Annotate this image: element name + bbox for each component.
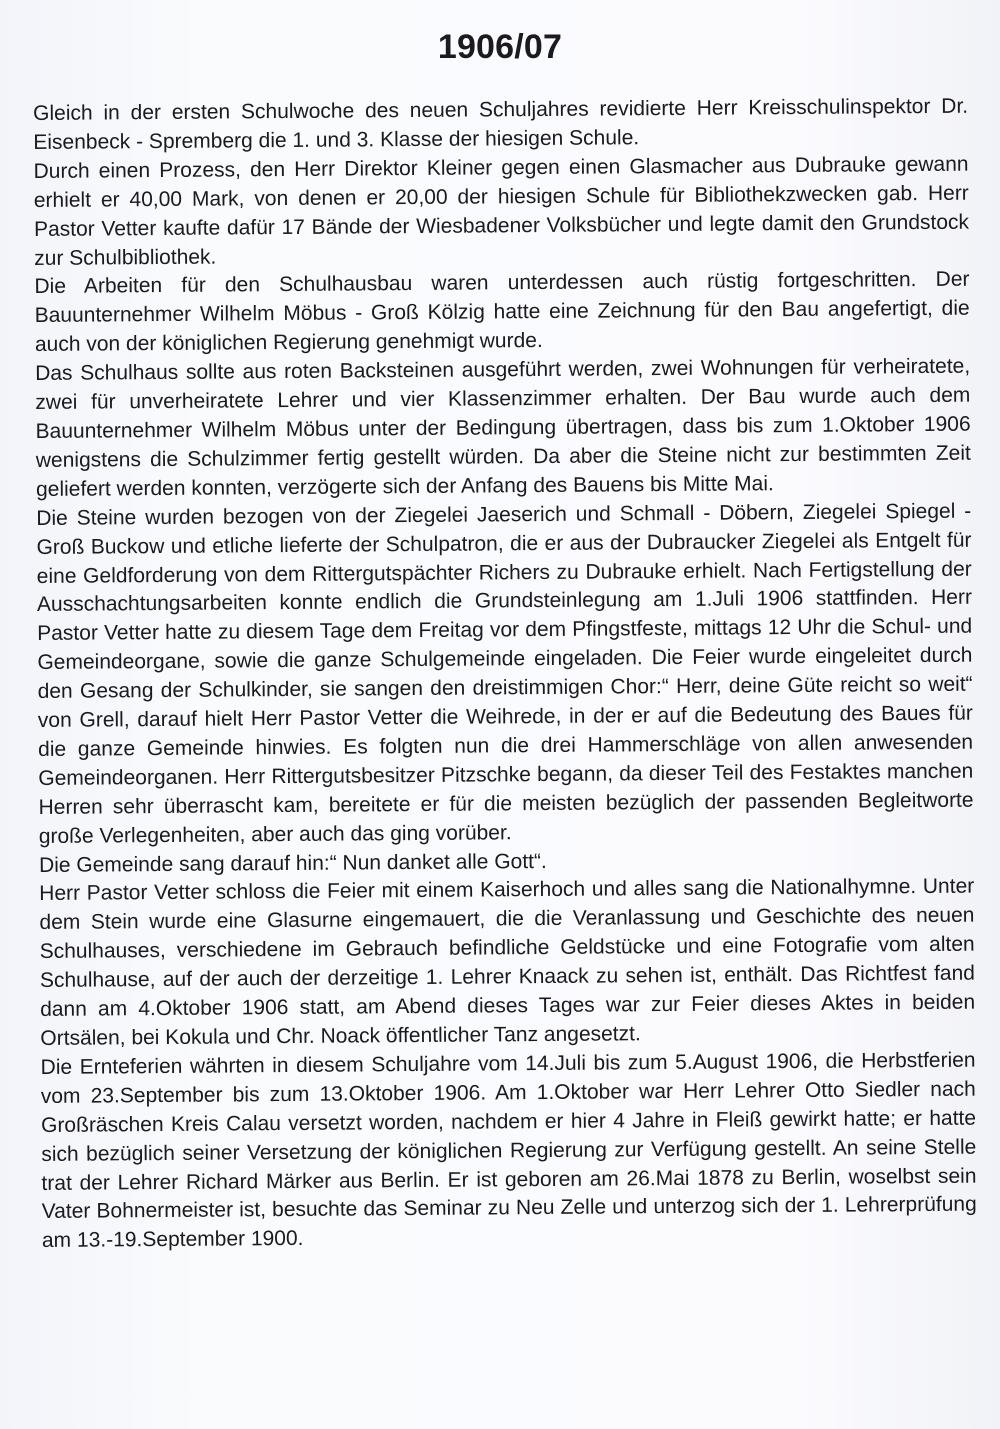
paragraph-construction-plan: Die Arbeiten für den Schulhausbau waren unterdessen auch rüstig fortgeschritten. Der Bauunternehmer Wilhelm Möbus - Groß Kölzig hatte eine Zeichnung für den Bau angefertigt, die auch von der königlichen Regierung genehmigt wurde.	[34, 268, 970, 357]
paragraph-library: Durch einen Prozess, den Herr Direktor Kleiner gegen einen Glasmacher aus Dubrauke gewann erhielt er 40,00 Mark, von denen er 20,00 der hiesigen Schule für Bibliothekzwecken gab. Herr Pastor Vetter kaufte dafür 17 Bände der Wiesbadener Volksbücher und legte damit den Grundstock zur Schulbibliothek.	[33, 152, 970, 270]
document-body	[33, 93, 977, 1257]
paragraph-hymn: Die Gemeinde sang darauf hin:“ Nun danket alle Gott“.	[38, 849, 547, 877]
paragraph-foundation-ceremony: Die Steine wurden bezogen von der Ziegelei Jaeserich und Schmall - Döbern, Ziegelei Spiegel - Groß Buckow und etliche lieferte der Schulpatron, die er aus der Dubraucker Ziegelei als Entgelt für eine Geldforderung von dem Rittergutspächter Richers zu Dubrauke erhielt. Nach Fertigstellung der Ausschachtungsarbeiten konnte endlich die Grundsteinlegung am 1.Juli 1906 stattfinden. Herr Pastor Vetter hatte zu diesem Tage dem Freitag vor dem Pfingstfeste, mittags 12 Uhr die Schul- und Gemeindeorgane, sowie die ganze Schulgemeinde eingeladen. Die Feier wurde eingeleitet durch den Gesang der Schulkinder, sie sangen den dreistimmigen Chor:“ Herr, deine Güte reicht so weit“ von Grell, darauf hielt Herr Pastor Vetter die Weihrede, in der er auf die Bedeutung des Baues für die ganze Gemeinde hinwies. Es folgten nun die drei Hammerschläge von allen anwesenden Gemeindeorganen. Herr Rittergutsbesitzer Pitzschke begann, da dieser Teil des Festaktes manchen Herren sehr überrascht kam, bereitete er für die meisten bezüglich der passenden Begleitworte große Verlegenheiten, aber auch das ging vorüber.	[36, 499, 974, 848]
paragraph-topping-out: Herr Pastor Vetter schloss die Feier mit einem Kaiserhoch und alles sang die Nationalhymne. Unter dem Stein wurde eine Glasurne eingemauert, die die Veranlassung und Geschichte des neuen Schulhauses, verschiedene im Gebrauch befindliche Geldstücke und eine Fotografie vom alten Schulhause, auf der auch der derzeitige 1. Lehrer Knaack zu sehen ist, enthält. Das Richtfest fand dann am 4.Oktober 1906 statt, am Abend dieses Tages war zur Feier dieses Aktes in beiden Ortsälen, bei Kokula und Chr. Noack öffentlicher Tanz angesetzt.	[39, 875, 976, 1050]
page-title: 1906/07	[437, 28, 563, 66]
paragraph-building-description: Das Schulhaus sollte aus roten Backsteinen ausgeführt werden, zwei Wohnungen für verheiratete, zwei für unverheiratete Lehrer und vier Klassenzimmer erhalten. Der Bau wurde auch dem Bauunternehmer Wilhelm Möbus unter der Bedingung übertragen, dass bis zum 1.Oktober 1906 wenigstens die Schulzimmer fertig gestellt würden. Da aber die Steine nicht zur bestimmten Zeit geliefert werden konnten, verzögerte sich der Anfang des Bauens bis Mitte Mai.	[35, 354, 971, 501]
paragraph-holidays-teacher: Die Ernteferien währten in diesem Schuljahre vom 14.Juli bis zum 5.August 1906, die Herbstferien vom 23.September bis zum 13.Oktober 1906. Am 1.Oktober war Herr Lehrer Otto Siedler nach Großräschen Kreis Calau versetzt worden, nachdem er hier 4 Jahre in Fleiß gewirkt hatte; er hatte sich bezüglich seiner Versetzung der königlichen Regierung zur Verfügung gestellt. An seine Stelle trat der Lehrer Richard Märker aus Berlin. Er ist geboren am 26.Mai 1878 zu Berlin, woselbst sein Vater Bohnermeister ist, besuchte das Seminar zu Neu Zelle und unterzog sich der 1. Lehrerprüfung am 13.-19.September 1900.	[40, 1048, 977, 1253]
paragraph-school-inspection: Gleich in der ersten Schulwoche des neuen Schuljahres revidierte Herr Kreisschulinspektor Dr. Eisenbeck - Spremberg die 1. und 3. Klasse der hiesigen Schule.	[33, 94, 969, 154]
